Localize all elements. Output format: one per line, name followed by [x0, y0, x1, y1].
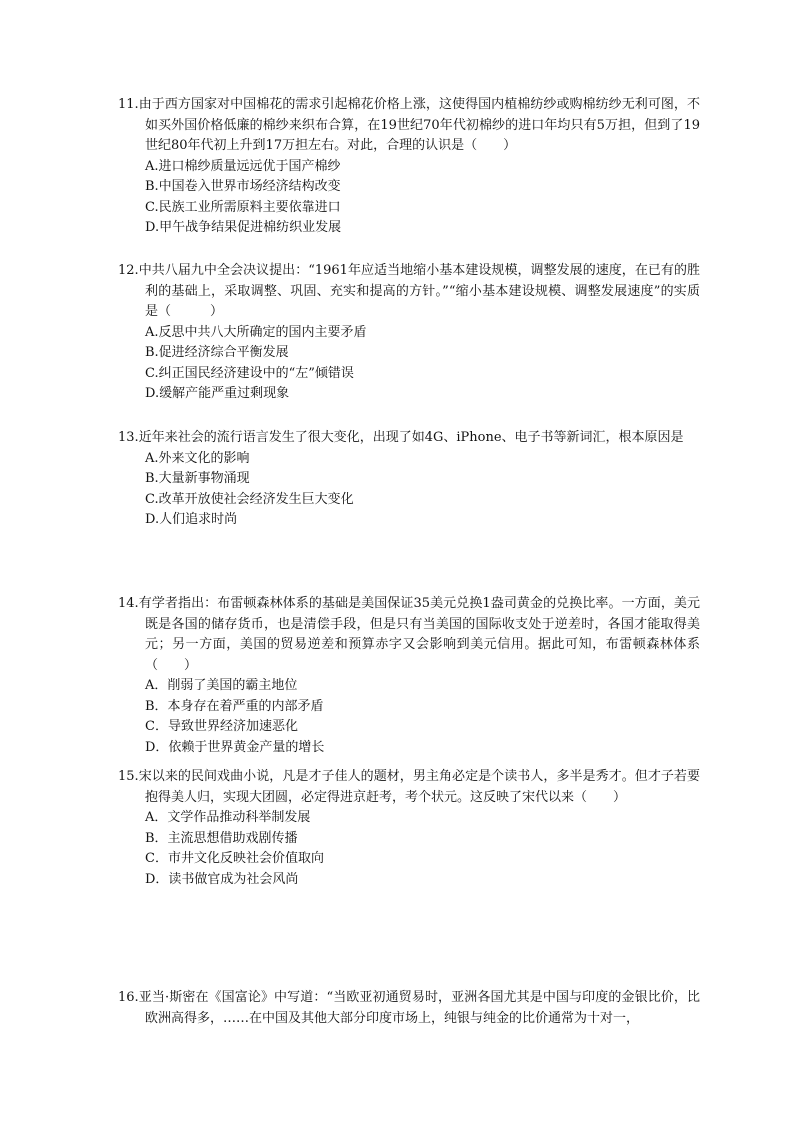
question-11 [118, 95, 700, 239]
question-12 [118, 261, 700, 405]
option-a: A．削弱了美国的霸主地位 [145, 678, 298, 693]
question-stem: 11.由于西方国家对中国棉花的需求引起棉花价格上涨，这使得国内植棉纺纱或购棉纺纱无利可图，不如买外国价格低廉的棉纱来织布合算，在19世纪70年代初棉纱的进口年均只有5万担，但到了19世纪80年代初上升到17万担左右。对此，合理的认识是（ ） [118, 97, 700, 153]
question-number: 12. [118, 263, 139, 278]
question-number: 13. [118, 430, 139, 445]
option-c: C．导致世界经济加速恶化 [145, 719, 298, 734]
option-d: D．依赖于世界黄金产量的增长 [145, 739, 325, 755]
question-stem: 12.中共八届九中全会决议提出：“1961年应适当地缩小基本建设规模，调整发展的速度，在已有的胜利的基础上，采取调整、巩固、充实和提高的方针。”“缩小基本建设规模、调整发展速度”的实质是（ ） [118, 263, 700, 319]
question-number: 15. [118, 769, 139, 784]
option-c: C.改革开放使社会经济发生巨大变化 [145, 491, 354, 507]
option-b: B．本身存在着严重的内部矛盾 [145, 698, 324, 714]
question-13 [118, 428, 700, 531]
option-a: A.外来文化的影响 [145, 450, 250, 466]
question-number: 11. [118, 97, 139, 112]
option-a: A.进口棉纱质量远远优于国产棉纱 [145, 158, 341, 174]
question-stem: 15.宋以来的民间戏曲小说，凡是才子佳人的题材，男主角必定是个读书人，多半是秀才。但才子若要抱得美人归，实现大团圆，必定得进京赶考，考个状元。这反映了宋代以来（ ） [118, 769, 700, 805]
question-number: 16. [118, 990, 139, 1005]
option-d: D.甲午战争结果促进棉纺织业发展 [145, 220, 342, 235]
option-c: C.纠正国民经济建设中的“左”倾错误 [145, 365, 354, 381]
question-16 [118, 988, 700, 1029]
option-d: D.人们追求时尚 [145, 512, 238, 527]
option-a: A.反思中共八大所确定的国内主要矛盾 [145, 324, 367, 340]
question-14 [118, 594, 700, 758]
question-15 [118, 767, 700, 890]
option-d: D．读书做官成为社会风尚 [145, 871, 299, 887]
question-stem: 14.有学者指出：布雷顿森林体系的基础是美国保证35美元兑换1盎司黄金的兑换比率。一方面，美元既是各国的储存货币，也是清偿手段，但是只有当美国的国际收支处于逆差时，各国才能取得美元；另一方面，美国的贸易逆差和预算赤字又会影响到美元信用。据此可知，布雷顿森林体系（ ） [118, 596, 700, 673]
option-b: B．主流思想借助戏剧传播 [145, 830, 298, 846]
option-a: A．文学作品推动科举制发展 [145, 810, 311, 825]
question-stem: 13.近年来社会的流行语言发生了很大变化，出现了如4G、iPhone、电子书等新词汇，根本原因是 [118, 430, 684, 445]
option-c: C.民族工业所需原料主要依靠进口 [145, 199, 341, 215]
option-c: C．市井文化反映社会价值取向 [145, 851, 324, 866]
option-b: B.促进经济综合平衡发展 [145, 345, 289, 360]
option-b: B.大量新事物涌现 [145, 471, 250, 486]
option-b: B.中国卷入世界市场经济结构改变 [145, 179, 341, 194]
question-number: 14. [118, 596, 139, 611]
option-d: D.缓解产能严重过剩现象 [145, 386, 290, 401]
question-stem: 16.亚当·斯密在《国富论》中写道：“当欧亚初通贸易时，亚洲各国尤其是中国与印度的金银比价，比欧洲高得多，……在中国及其他大部分印度市场上，纯银与纯金的比价通常为十对一， [118, 990, 700, 1026]
